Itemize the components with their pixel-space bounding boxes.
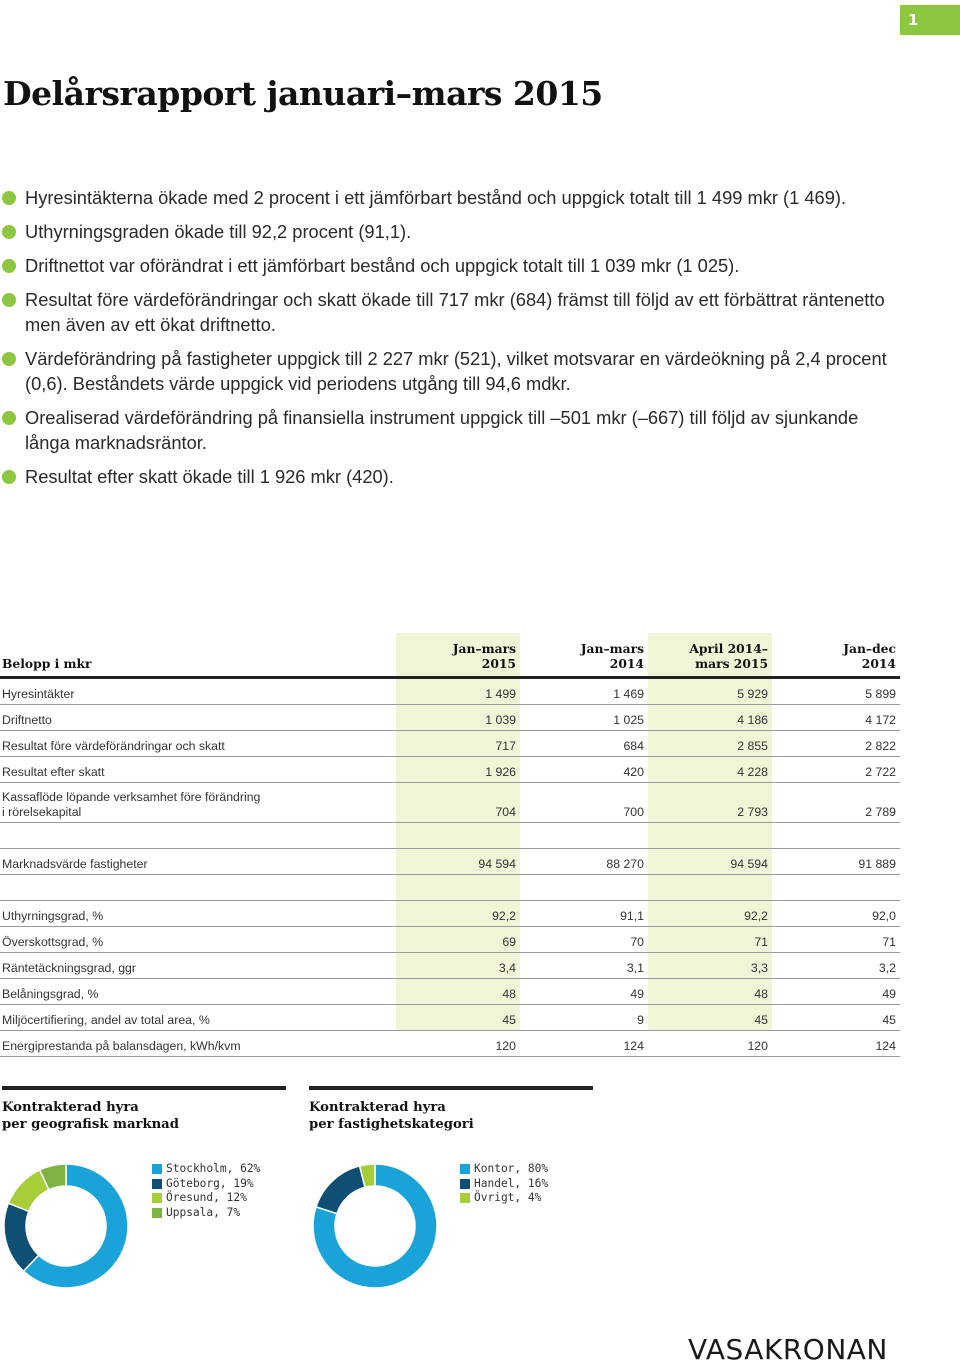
legend-label: Kontor, 80% [474, 1162, 549, 1175]
table-row [0, 953, 900, 979]
table-cell: 4 186 [648, 705, 772, 731]
highlight-text: Driftnettot var oförändrat i ett jämförbart bestånd och uppgick totalt till 1 039 mkr (1 025). [25, 255, 740, 276]
row-label: Överskottsgrad, % [0, 927, 396, 953]
table-cell: 2 722 [772, 757, 900, 783]
column-header-label: Belopp i mkr [0, 633, 396, 678]
legend-item [460, 1191, 548, 1206]
table-cell: 124 [772, 1031, 900, 1057]
table-cell: 2 789 [772, 783, 900, 823]
legend-label: Uppsala, 7% [166, 1205, 241, 1219]
table-cell: 69 [396, 927, 520, 953]
legend-label: Handel, 16% [474, 1176, 549, 1190]
table-cell: 700 [520, 783, 648, 823]
table-cell: 1 499 [396, 678, 520, 705]
table-cell: 45 [772, 1005, 900, 1031]
table-cell: 92,0 [772, 901, 900, 927]
legend-item [152, 1162, 260, 1177]
table-cell: 704 [396, 783, 520, 823]
table-cell: 49 [520, 979, 648, 1005]
table-row [0, 901, 900, 927]
header-line: Jan–dec [843, 641, 896, 656]
bullet-dot-icon [2, 191, 16, 205]
highlight-text: Värdeförändring på fastigheter uppgick till 2 227 mkr (521), vilket motsvarar en värdeökning på 2,4 procent (0,6). Beståndets värde uppgick vid periodens utgång till 94,6 mdkr. [25, 348, 887, 394]
highlight-item [0, 219, 900, 244]
legend-swatch [460, 1164, 470, 1174]
table-row [0, 678, 900, 705]
table-spacer-row [0, 875, 900, 901]
bullet-dot-icon [2, 470, 16, 484]
table-cell: 1 926 [396, 757, 520, 783]
header-line: 2015 [481, 656, 516, 671]
legend-item [152, 1177, 260, 1192]
table-cell: 9 [520, 1005, 648, 1031]
highlight-item [0, 253, 900, 278]
legend-item [460, 1177, 548, 1192]
column-header-april-mars [648, 633, 772, 678]
header-line: mars 2015 [695, 656, 768, 671]
table-row [0, 927, 900, 953]
row-label [0, 783, 396, 823]
bullet-dot-icon [2, 225, 16, 239]
bullet-dot-icon [2, 293, 16, 307]
highlight-text: Orealiserad värdeförändring på finansiella instrument uppgick till –501 mkr (–667) till följd av sjunkande långa marknadsräntor. [25, 407, 859, 453]
header-line: 2014 [609, 656, 644, 671]
category-legend [460, 1162, 548, 1206]
row-label: Driftnetto [0, 705, 396, 731]
row-label: Uthyrningsgrad, % [0, 901, 396, 927]
table-cell: 3,4 [396, 953, 520, 979]
company-logo: VASAKRONAN [688, 1333, 888, 1366]
chart-title-line: per geografisk marknad [2, 1117, 179, 1132]
table-cell: 684 [520, 731, 648, 757]
table-row [0, 705, 900, 731]
table-cell: 1 025 [520, 705, 648, 731]
table-cell: 3,2 [772, 953, 900, 979]
table-row [0, 1031, 900, 1057]
table-cell: 71 [772, 927, 900, 953]
row-label: Energiprestanda på balansdagen, kWh/kvm [0, 1031, 396, 1057]
legend-swatch [152, 1208, 162, 1218]
header-line: Jan–mars [580, 641, 644, 656]
legend-swatch [152, 1164, 162, 1174]
table-header-row [0, 633, 900, 678]
highlight-text: Resultat efter skatt ökade till 1 926 mkr (420). [25, 466, 394, 487]
geo-donut-chart [2, 1162, 130, 1290]
table-cell: 92,2 [648, 901, 772, 927]
chart-title-line: per fastighetskategori [309, 1117, 474, 1132]
table-cell: 88 270 [520, 849, 648, 875]
highlight-text: Uthyrningsgraden ökade till 92,2 procent (91,1). [25, 221, 412, 242]
table-row [0, 979, 900, 1005]
table-cell: 3,3 [648, 953, 772, 979]
table-cell: 1 039 [396, 705, 520, 731]
highlight-text: Resultat före värdeförändringar och skatt ökade till 717 mkr (684) främst till följd av ett förbättrat räntenetto men även av ett ökat driftnetto. [25, 289, 885, 335]
table-cell: 94 594 [648, 849, 772, 875]
table-cell: 71 [648, 927, 772, 953]
table-cell: 92,2 [396, 901, 520, 927]
table-row [0, 731, 900, 757]
table-cell: 717 [396, 731, 520, 757]
column-header-jan-dec-2014 [772, 633, 900, 678]
bullet-dot-icon [2, 352, 16, 366]
table-row [0, 783, 900, 823]
table-cell: 2 822 [772, 731, 900, 757]
table-cell: 5 899 [772, 678, 900, 705]
table-row [0, 849, 900, 875]
table-cell: 5 929 [648, 678, 772, 705]
row-label: Hyresintäkter [0, 678, 396, 705]
table-cell: 45 [396, 1005, 520, 1031]
table-cell: 120 [396, 1031, 520, 1057]
legend-swatch [152, 1193, 162, 1203]
legend-label: Göteborg, 19% [166, 1176, 254, 1190]
table-cell: 48 [396, 979, 520, 1005]
highlight-item [0, 287, 900, 337]
column-header-jan-mars-2014 [520, 633, 648, 678]
row-label-line: i rörelsekapital [2, 805, 82, 819]
table-cell: 2 855 [648, 731, 772, 757]
table-spacer-row [0, 823, 900, 849]
highlights-list [0, 185, 900, 498]
chart-title-line: Kontrakterad hyra [309, 1100, 446, 1115]
page-number-badge: 1 [900, 5, 960, 35]
highlight-item [0, 346, 900, 396]
legend-label: Stockholm, 62% [166, 1162, 261, 1175]
table-cell: 45 [648, 1005, 772, 1031]
highlight-text: Hyresintäkterna ökade med 2 procent i ett jämförbart bestånd och uppgick totalt till 1 499 mkr (1 469). [25, 187, 847, 208]
table-cell: 3,1 [520, 953, 648, 979]
table-cell: 94 594 [396, 849, 520, 875]
category-chart-title [309, 1099, 593, 1133]
row-label: Marknadsvärde fastigheter [0, 849, 396, 875]
table-cell: 1 469 [520, 678, 648, 705]
page-title: Delårsrapport januari–mars 2015 [3, 74, 603, 113]
legend-swatch [460, 1193, 470, 1203]
row-label: Miljöcertifiering, andel av total area, % [0, 1005, 396, 1031]
chart-rule [309, 1086, 593, 1090]
table-row [0, 757, 900, 783]
highlight-item [0, 405, 900, 455]
legend-item [152, 1206, 260, 1221]
legend-item [152, 1191, 260, 1206]
bullet-dot-icon [2, 259, 16, 273]
row-label: Räntetäckningsgrad, ggr [0, 953, 396, 979]
table-cell: 4 228 [648, 757, 772, 783]
donut-slice-handel [316, 1166, 365, 1214]
table-row [0, 1005, 900, 1031]
key-figures-table [0, 633, 900, 1057]
row-label: Belåningsgrad, % [0, 979, 396, 1005]
category-donut-chart [311, 1162, 439, 1290]
legend-item [460, 1162, 548, 1177]
category-chart-header [309, 1086, 593, 1133]
table-cell: 91 889 [772, 849, 900, 875]
legend-label: Övrigt, 4% [474, 1191, 542, 1204]
table-cell: 49 [772, 979, 900, 1005]
chart-rule [2, 1086, 286, 1090]
table-cell: 91,1 [520, 901, 648, 927]
table-cell: 420 [520, 757, 648, 783]
legend-label: Öresund, 12% [166, 1191, 247, 1204]
table-cell: 2 793 [648, 783, 772, 823]
header-line: Jan–mars [452, 641, 516, 656]
bullet-dot-icon [2, 411, 16, 425]
geo-chart-header [2, 1086, 286, 1133]
table-cell: 70 [520, 927, 648, 953]
geo-legend [152, 1162, 260, 1220]
column-header-jan-mars-2015 [396, 633, 520, 678]
header-line: 2014 [861, 656, 896, 671]
row-label: Resultat före värdeförändringar och skatt [0, 731, 396, 757]
row-label-line: Kassaflöde löpande verksamhet före förändring [2, 790, 261, 804]
table-cell: 48 [648, 979, 772, 1005]
table-cell: 124 [520, 1031, 648, 1057]
highlight-item [0, 185, 900, 210]
row-label: Resultat efter skatt [0, 757, 396, 783]
header-line: April 2014– [689, 641, 768, 656]
geo-chart-title [2, 1099, 286, 1133]
donut-slice-g-teborg [4, 1203, 39, 1271]
highlight-item [0, 464, 900, 489]
legend-swatch [460, 1179, 470, 1189]
chart-title-line: Kontrakterad hyra [2, 1100, 139, 1115]
legend-swatch [152, 1179, 162, 1189]
table-cell: 120 [648, 1031, 772, 1057]
table-cell: 4 172 [772, 705, 900, 731]
